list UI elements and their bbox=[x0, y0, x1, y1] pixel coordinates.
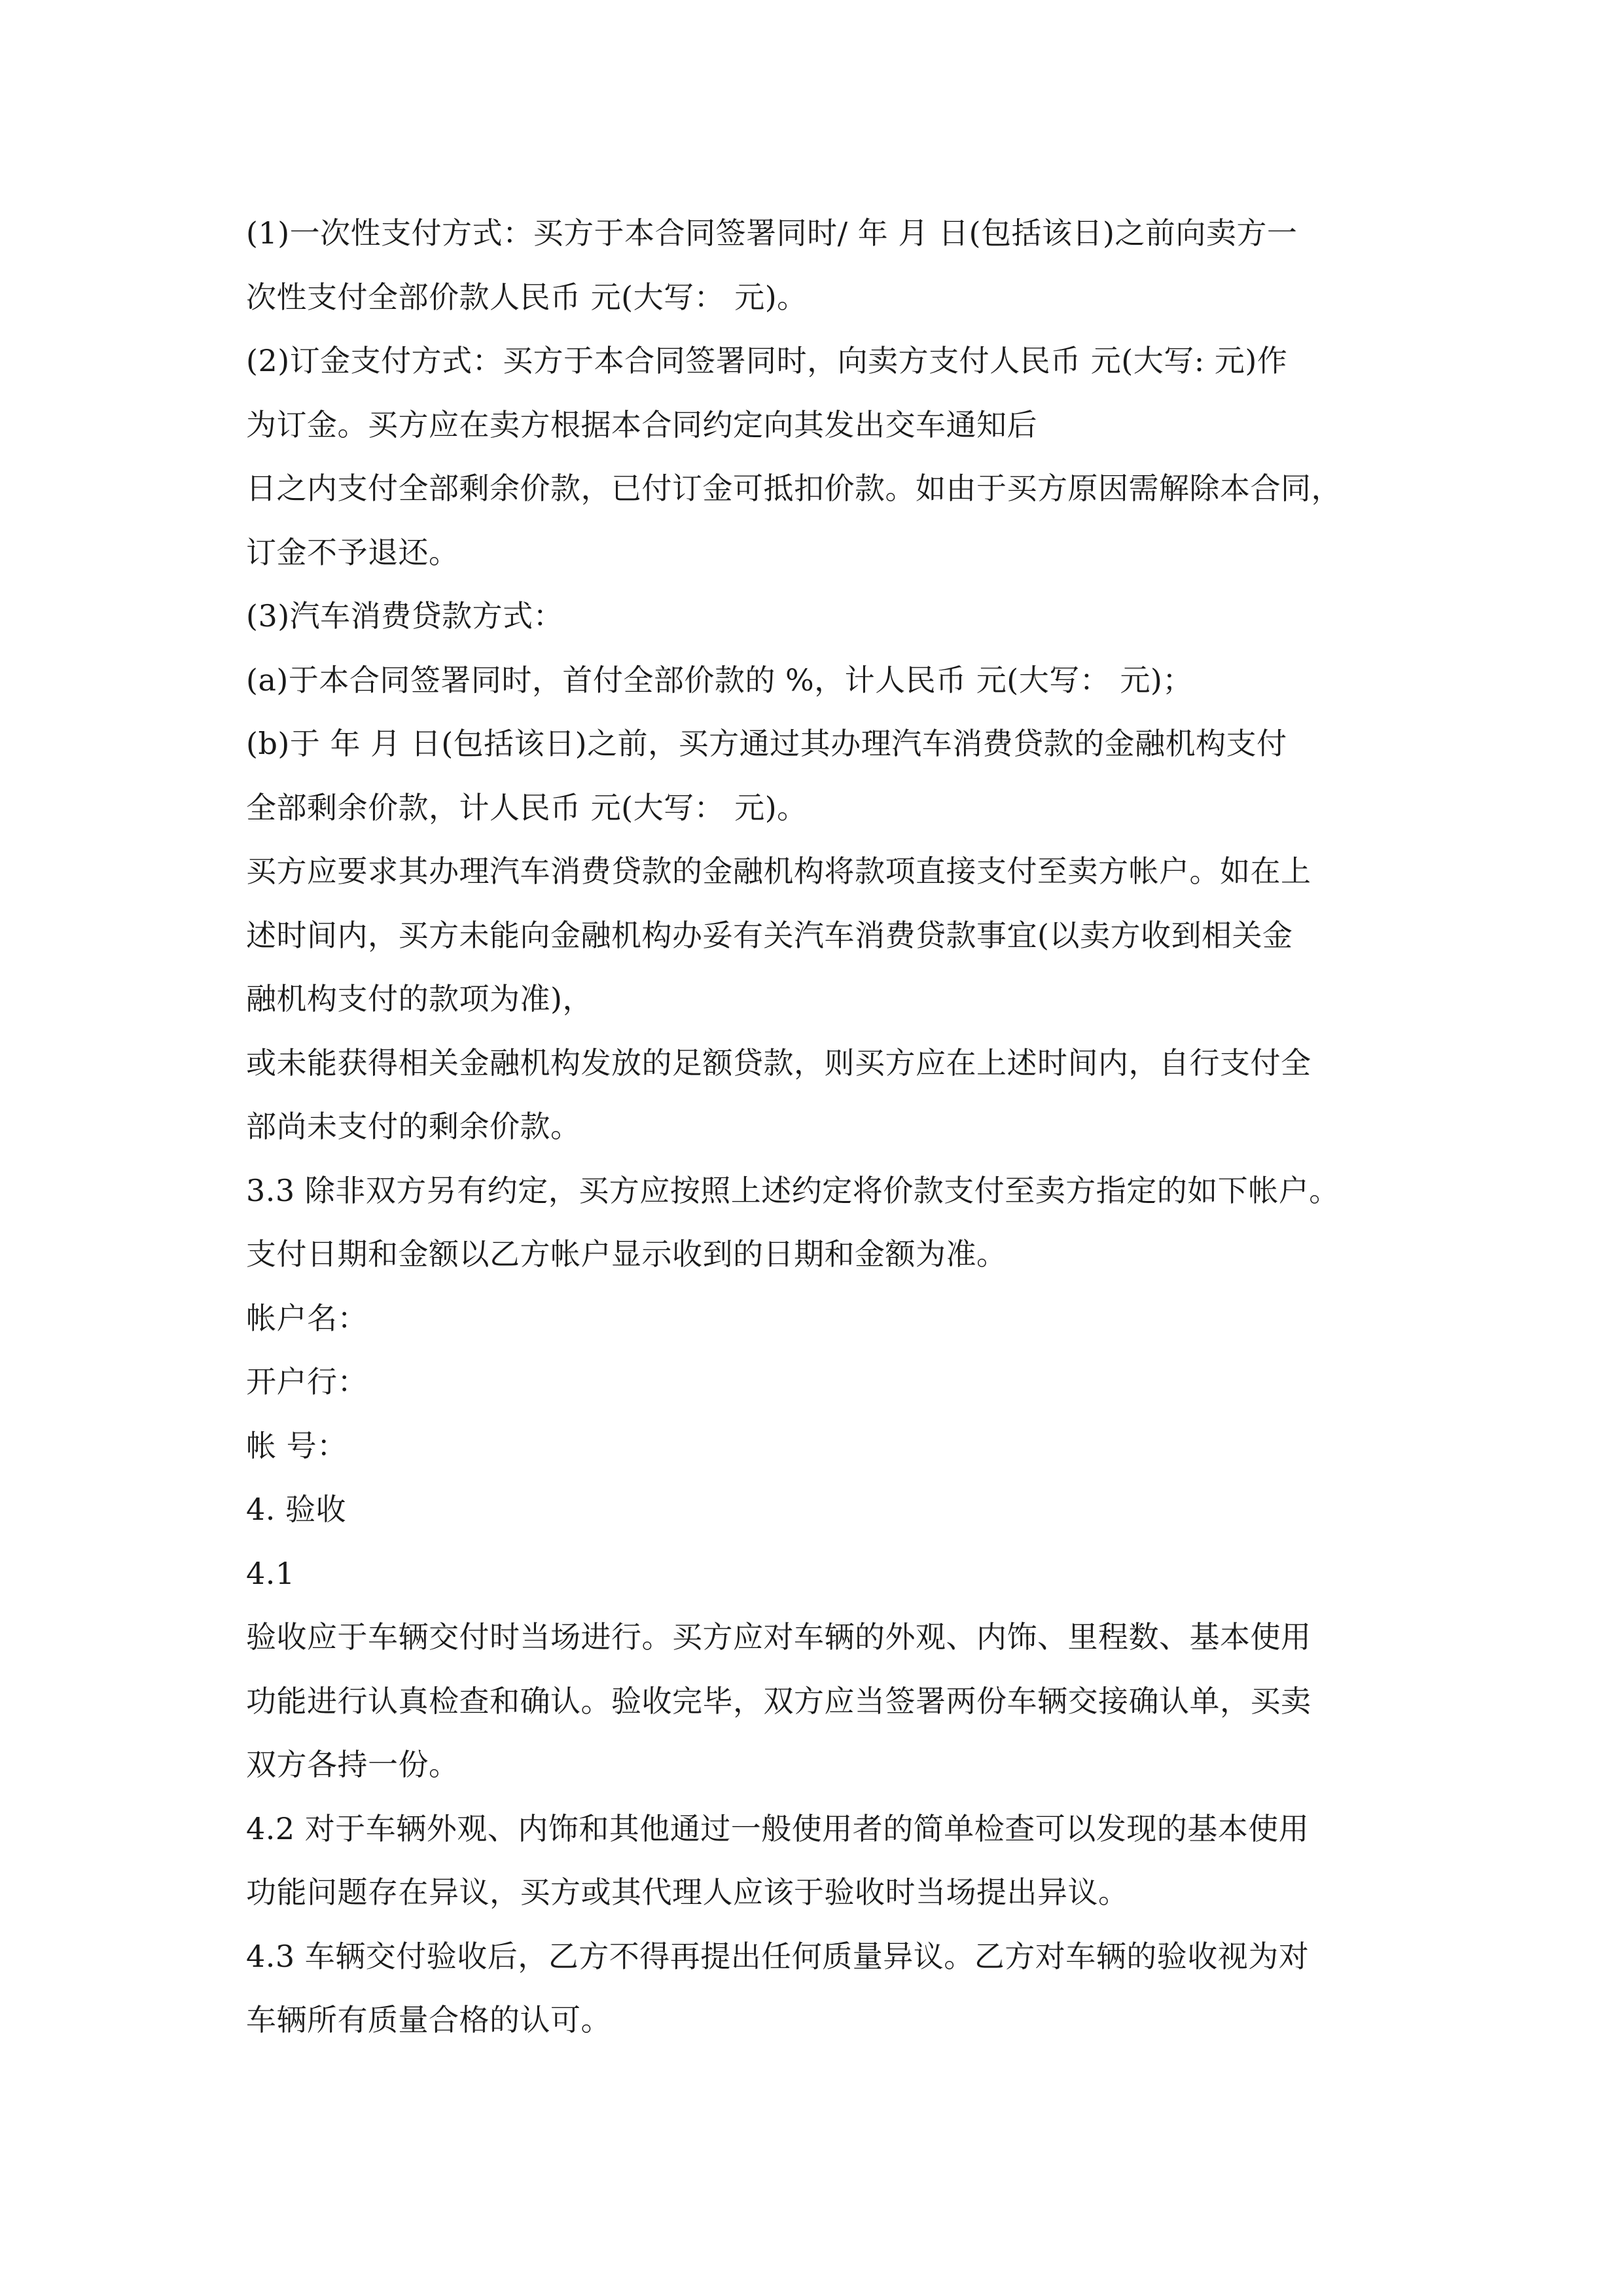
text-line: 帐户名： bbox=[246, 1300, 368, 1336]
text-line: 为订金。买方应在卖方根据本合同约定向其发出交车通知后 bbox=[246, 406, 1037, 442]
text-line: 部尚未支付的剩余价款。 bbox=[246, 1109, 581, 1144]
text-line: 帐 号： bbox=[246, 1427, 348, 1463]
text-line: (a)于本合同签署同时，首付全部价款的 %，计人民币 元(大写： 元)； bbox=[246, 662, 1193, 698]
text-line: (2)订金支付方式：买方于本合同签署同时，向卖方支付人民币 元(大写: 元)作 bbox=[246, 343, 1288, 378]
text-line: 订金不予退还。 bbox=[246, 534, 459, 570]
text-line: 车辆所有质量合格的认可。 bbox=[246, 2002, 611, 2037]
text-line: 全部剩余价款，计人民币 元(大写： 元)。 bbox=[246, 789, 808, 825]
text-line: (3)汽车消费贷款方式： bbox=[246, 598, 564, 634]
text-line: 支付日期和金额以乙方帐户显示收到的日期和金额为准。 bbox=[246, 1236, 1007, 1272]
text-line: 4. 验收 bbox=[246, 1492, 347, 1527]
text-line: (b)于 年 月 日(包括该日)之前，买方通过其办理汽车消费贷款的金融机构支付 bbox=[246, 726, 1287, 761]
text-line: 双方各持一份。 bbox=[246, 1747, 459, 1782]
text-line: 功能进行认真检查和确认。验收完毕，双方应当签署两份车辆交接确认单，买卖 bbox=[246, 1683, 1311, 1719]
text-line: 次性支付全部价款人民币 元(大写： 元)。 bbox=[246, 279, 808, 315]
text-line: 验收应于车辆交付时当场进行。买方应对车辆的外观、内饰、里程数、基本使用 bbox=[246, 1619, 1311, 1655]
text-line: 4.2 对于车辆外观、内饰和其他通过一般使用者的简单检查可以发现的基本使用 bbox=[246, 1810, 1310, 1846]
text-line: 开户行： bbox=[246, 1364, 368, 1399]
contract-text-body bbox=[246, 202, 1385, 2053]
text-line: 4.3 车辆交付验收后，乙方不得再提出任何质量异议。乙方对车辆的验收视为对 bbox=[246, 1938, 1310, 1974]
text-line: 日之内支付全部剩余价款，已付订金可抵扣价款。如由于买方原因需解除本合同， bbox=[246, 471, 1342, 506]
text-line: 3.3 除非双方另有约定，买方应按照上述约定将价款支付至卖方指定的如下帐户。 bbox=[246, 1172, 1340, 1208]
text-line: 功能问题存在异议，买方或其代理人应该于验收时当场提出异议。 bbox=[246, 1874, 1129, 1910]
text-line: 融机构支付的款项为准)， bbox=[246, 981, 593, 1016]
text-line: 或未能获得相关金融机构发放的足额贷款，则买方应在上述时间内，自行支付全 bbox=[246, 1045, 1311, 1081]
text-line: 4.1 bbox=[246, 1555, 295, 1591]
text-line: 述时间内，买方未能向金融机构办妥有关汽车消费贷款事宜(以卖方收到相关金 bbox=[246, 917, 1293, 953]
text-line: (1)一次性支付方式：买方于本合同签署同时/ 年 月 日(包括该日)之前向卖方一 bbox=[246, 215, 1298, 251]
text-line: 买方应要求其办理汽车消费贷款的金融机构将款项直接支付至卖方帐户。如在上 bbox=[246, 853, 1311, 889]
